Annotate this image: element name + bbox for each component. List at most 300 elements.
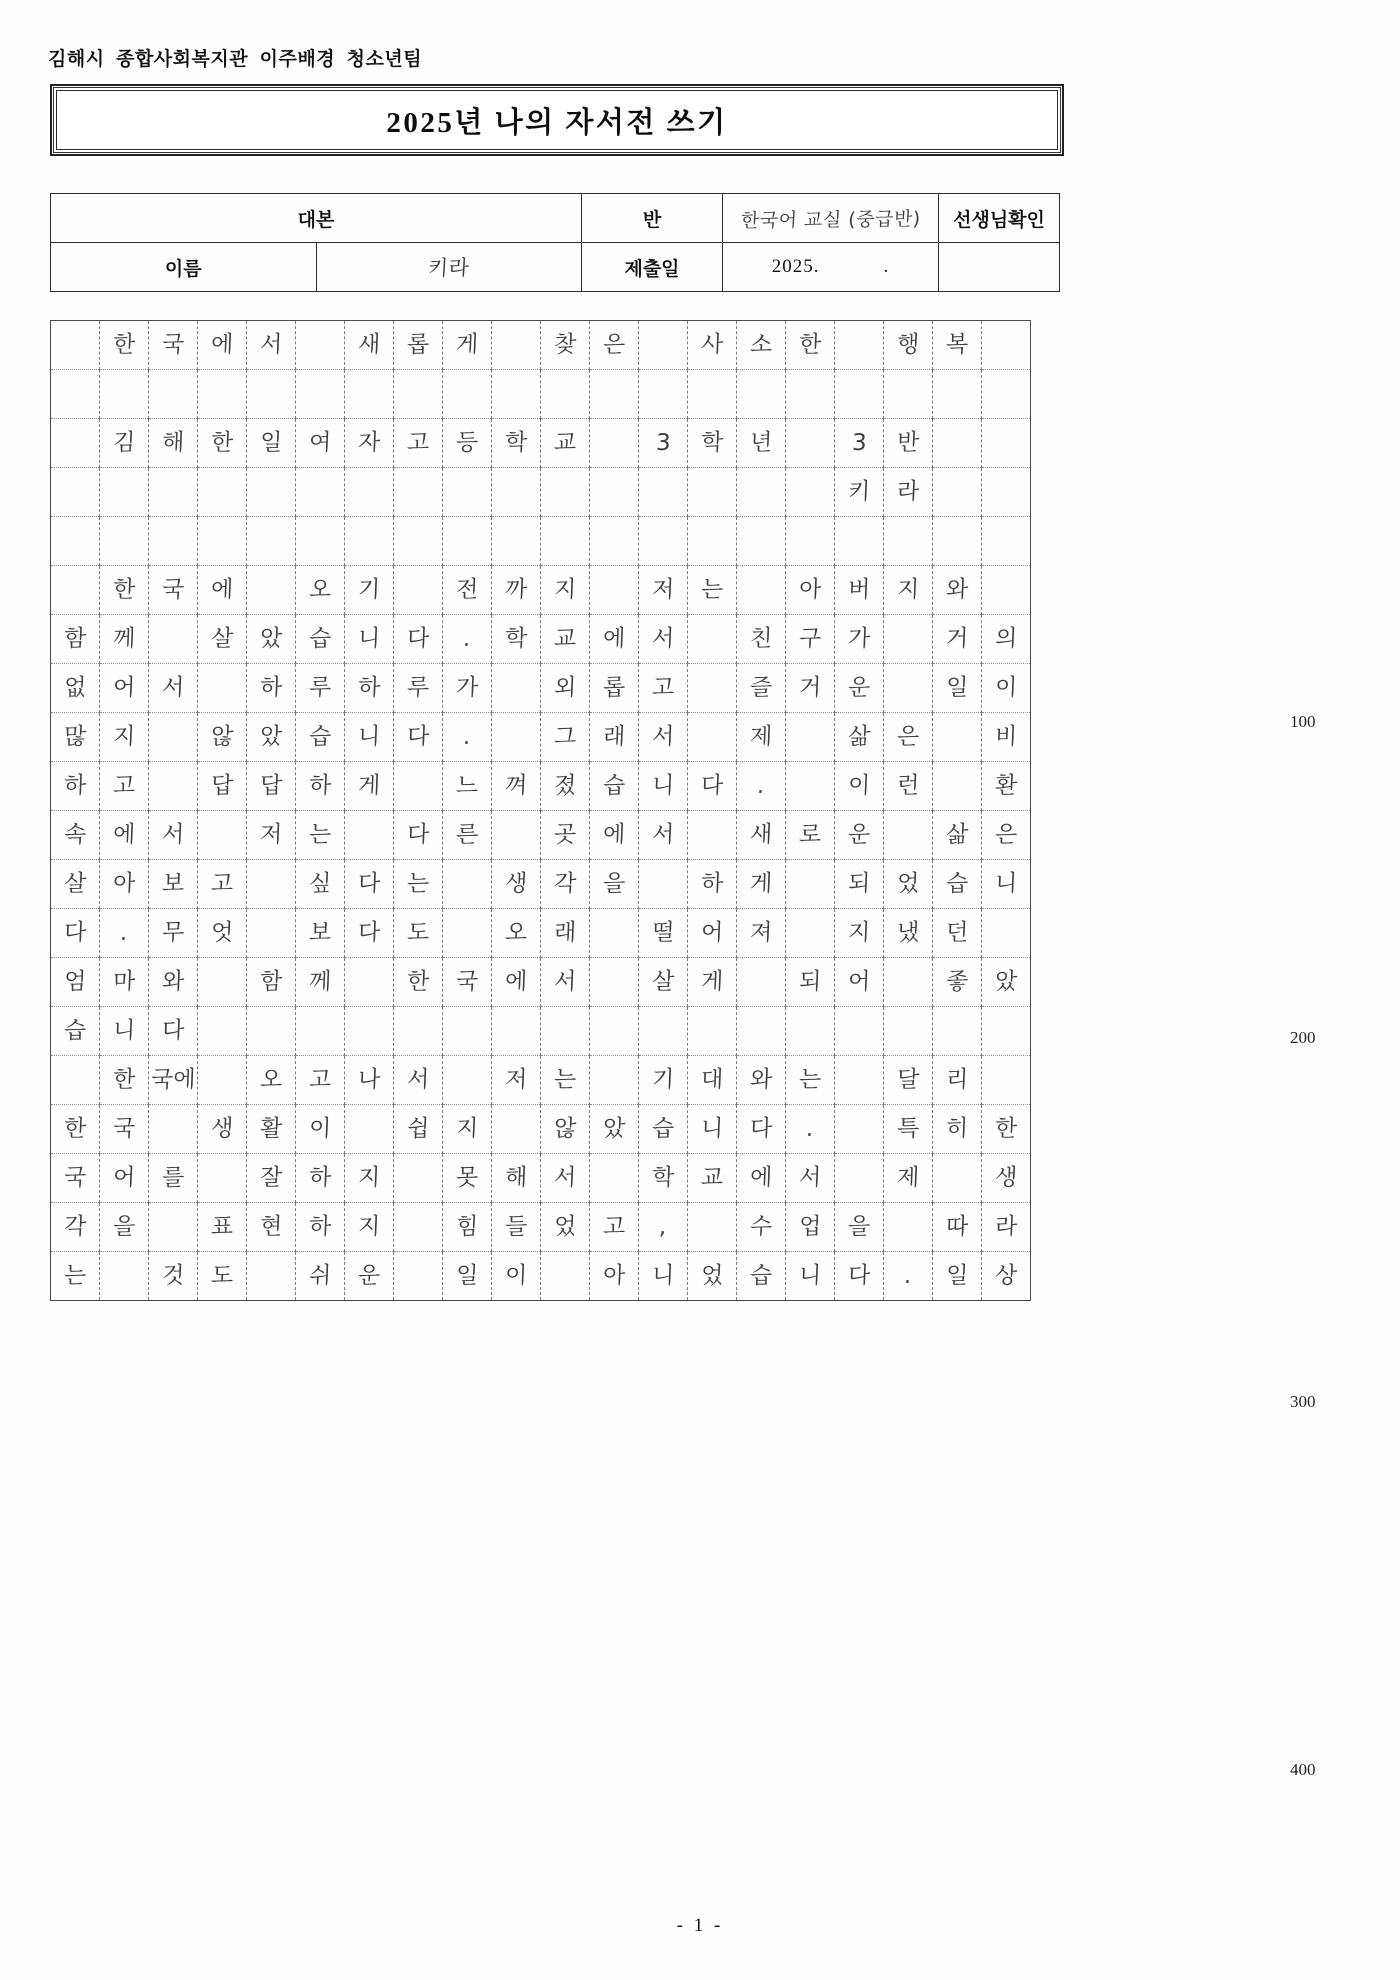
manuscript-cell[interactable] <box>345 1252 394 1301</box>
manuscript-cell[interactable] <box>345 1007 394 1056</box>
manuscript-cell[interactable] <box>688 1154 737 1203</box>
manuscript-cell[interactable] <box>933 1007 982 1056</box>
manuscript-cell[interactable] <box>443 1203 492 1252</box>
manuscript-cell[interactable] <box>149 370 198 419</box>
manuscript-cell[interactable] <box>982 1007 1031 1056</box>
manuscript-cell[interactable] <box>492 615 541 664</box>
manuscript-cell[interactable] <box>492 1252 541 1301</box>
manuscript-cell[interactable] <box>786 321 835 370</box>
manuscript-cell[interactable] <box>51 419 100 468</box>
manuscript-cell[interactable] <box>198 1252 247 1301</box>
manuscript-cell[interactable] <box>884 1203 933 1252</box>
manuscript-cell[interactable] <box>394 860 443 909</box>
manuscript-cell[interactable] <box>786 762 835 811</box>
manuscript-cell[interactable] <box>639 566 688 615</box>
manuscript-cell[interactable] <box>100 713 149 762</box>
manuscript-cell[interactable] <box>345 762 394 811</box>
manuscript-cell[interactable] <box>982 664 1031 713</box>
manuscript-cell[interactable] <box>933 1105 982 1154</box>
manuscript-cell[interactable] <box>590 468 639 517</box>
manuscript-cell[interactable] <box>982 615 1031 664</box>
manuscript-cell[interactable] <box>688 517 737 566</box>
manuscript-cell[interactable] <box>149 1056 198 1105</box>
manuscript-cell[interactable] <box>443 419 492 468</box>
manuscript-cell[interactable] <box>786 1154 835 1203</box>
manuscript-cell[interactable] <box>51 468 100 517</box>
manuscript-cell[interactable] <box>247 566 296 615</box>
manuscript-cell[interactable] <box>982 860 1031 909</box>
manuscript-cell[interactable] <box>835 713 884 762</box>
manuscript-cell[interactable] <box>541 419 590 468</box>
manuscript-cell[interactable] <box>541 468 590 517</box>
manuscript-cell[interactable] <box>933 1252 982 1301</box>
manuscript-cell[interactable] <box>345 664 394 713</box>
manuscript-cell[interactable] <box>688 370 737 419</box>
manuscript-cell[interactable] <box>247 419 296 468</box>
manuscript-cell[interactable] <box>688 762 737 811</box>
manuscript-cell[interactable] <box>443 1154 492 1203</box>
manuscript-cell[interactable] <box>933 321 982 370</box>
manuscript-cell[interactable] <box>51 762 100 811</box>
manuscript-cell[interactable] <box>639 419 688 468</box>
manuscript-cell[interactable] <box>149 860 198 909</box>
manuscript-cell[interactable] <box>737 1105 786 1154</box>
manuscript-cell[interactable] <box>296 566 345 615</box>
manuscript-cell[interactable] <box>492 860 541 909</box>
manuscript-cell[interactable] <box>198 615 247 664</box>
manuscript-cell[interactable] <box>884 419 933 468</box>
manuscript-cell[interactable] <box>51 370 100 419</box>
manuscript-cell[interactable] <box>492 321 541 370</box>
manuscript-cell[interactable] <box>786 370 835 419</box>
manuscript-cell[interactable] <box>835 370 884 419</box>
manuscript-cell[interactable] <box>590 1007 639 1056</box>
manuscript-cell[interactable] <box>100 958 149 1007</box>
manuscript-cell[interactable] <box>198 1154 247 1203</box>
manuscript-cell[interactable] <box>835 1154 884 1203</box>
manuscript-cell[interactable] <box>737 321 786 370</box>
manuscript-cell[interactable] <box>982 909 1031 958</box>
manuscript-cell[interactable] <box>443 713 492 762</box>
manuscript-cell[interactable] <box>835 1056 884 1105</box>
manuscript-cell[interactable] <box>345 860 394 909</box>
manuscript-cell[interactable] <box>639 1105 688 1154</box>
manuscript-cell[interactable] <box>198 909 247 958</box>
manuscript-cell[interactable] <box>590 517 639 566</box>
manuscript-cell[interactable] <box>198 370 247 419</box>
manuscript-cell[interactable] <box>639 468 688 517</box>
manuscript-cell[interactable] <box>100 566 149 615</box>
manuscript-cell[interactable] <box>394 1154 443 1203</box>
manuscript-cell[interactable] <box>884 370 933 419</box>
manuscript-cell[interactable] <box>100 1203 149 1252</box>
manuscript-cell[interactable] <box>541 1252 590 1301</box>
manuscript-cell[interactable] <box>688 860 737 909</box>
manuscript-cell[interactable] <box>198 713 247 762</box>
manuscript-cell[interactable] <box>590 1203 639 1252</box>
manuscript-cell[interactable] <box>296 1105 345 1154</box>
manuscript-cell[interactable] <box>933 468 982 517</box>
manuscript-cell[interactable] <box>394 468 443 517</box>
manuscript-cell[interactable] <box>737 664 786 713</box>
manuscript-cell[interactable] <box>198 1105 247 1154</box>
manuscript-cell[interactable] <box>982 1056 1031 1105</box>
manuscript-cell[interactable] <box>51 566 100 615</box>
manuscript-cell[interactable] <box>933 566 982 615</box>
manuscript-cell[interactable] <box>639 370 688 419</box>
manuscript-cell[interactable] <box>198 517 247 566</box>
manuscript-cell[interactable] <box>492 811 541 860</box>
manuscript-cell[interactable] <box>247 713 296 762</box>
manuscript-grid[interactable] <box>50 320 1031 1301</box>
manuscript-cell[interactable] <box>786 664 835 713</box>
manuscript-cell[interactable] <box>100 468 149 517</box>
manuscript-cell[interactable] <box>296 860 345 909</box>
name-value-cell[interactable] <box>316 243 582 292</box>
manuscript-cell[interactable] <box>345 909 394 958</box>
manuscript-cell[interactable] <box>737 1203 786 1252</box>
manuscript-cell[interactable] <box>198 1007 247 1056</box>
manuscript-cell[interactable] <box>590 1154 639 1203</box>
manuscript-cell[interactable] <box>835 1252 884 1301</box>
manuscript-cell[interactable] <box>492 958 541 1007</box>
manuscript-cell[interactable] <box>296 762 345 811</box>
manuscript-cell[interactable] <box>541 321 590 370</box>
manuscript-cell[interactable] <box>590 664 639 713</box>
manuscript-cell[interactable] <box>394 1056 443 1105</box>
manuscript-cell[interactable] <box>394 517 443 566</box>
manuscript-cell[interactable] <box>737 1154 786 1203</box>
manuscript-cell[interactable] <box>247 370 296 419</box>
manuscript-cell[interactable] <box>639 762 688 811</box>
manuscript-cell[interactable] <box>590 1252 639 1301</box>
manuscript-cell[interactable] <box>345 517 394 566</box>
manuscript-cell[interactable] <box>198 762 247 811</box>
manuscript-cell[interactable] <box>835 860 884 909</box>
manuscript-cell[interactable] <box>835 1203 884 1252</box>
manuscript-cell[interactable] <box>247 860 296 909</box>
manuscript-cell[interactable] <box>149 1203 198 1252</box>
manuscript-cell[interactable] <box>296 958 345 1007</box>
manuscript-cell[interactable] <box>786 958 835 1007</box>
manuscript-cell[interactable] <box>737 958 786 1007</box>
manuscript-cell[interactable] <box>51 1203 100 1252</box>
manuscript-cell[interactable] <box>100 1252 149 1301</box>
manuscript-cell[interactable] <box>639 1252 688 1301</box>
manuscript-cell[interactable] <box>149 811 198 860</box>
manuscript-cell[interactable] <box>884 615 933 664</box>
manuscript-cell[interactable] <box>639 1056 688 1105</box>
manuscript-cell[interactable] <box>149 468 198 517</box>
manuscript-cell[interactable] <box>247 664 296 713</box>
manuscript-cell[interactable] <box>198 419 247 468</box>
manuscript-cell[interactable] <box>737 713 786 762</box>
manuscript-cell[interactable] <box>884 762 933 811</box>
manuscript-cell[interactable] <box>835 468 884 517</box>
manuscript-cell[interactable] <box>982 1252 1031 1301</box>
manuscript-cell[interactable] <box>688 1203 737 1252</box>
manuscript-cell[interactable] <box>149 1105 198 1154</box>
manuscript-cell[interactable] <box>100 1007 149 1056</box>
manuscript-cell[interactable] <box>688 713 737 762</box>
manuscript-cell[interactable] <box>149 566 198 615</box>
manuscript-cell[interactable] <box>933 713 982 762</box>
manuscript-cell[interactable] <box>835 517 884 566</box>
manuscript-cell[interactable] <box>247 517 296 566</box>
manuscript-cell[interactable] <box>149 713 198 762</box>
manuscript-cell[interactable] <box>688 615 737 664</box>
manuscript-cell[interactable] <box>982 566 1031 615</box>
manuscript-cell[interactable] <box>982 958 1031 1007</box>
manuscript-cell[interactable] <box>345 566 394 615</box>
manuscript-cell[interactable] <box>492 1056 541 1105</box>
manuscript-cell[interactable] <box>835 762 884 811</box>
manuscript-cell[interactable] <box>198 321 247 370</box>
manuscript-cell[interactable] <box>541 566 590 615</box>
manuscript-cell[interactable] <box>835 909 884 958</box>
manuscript-cell[interactable] <box>443 1056 492 1105</box>
manuscript-cell[interactable] <box>247 615 296 664</box>
manuscript-cell[interactable] <box>835 664 884 713</box>
manuscript-cell[interactable] <box>688 321 737 370</box>
manuscript-cell[interactable] <box>541 958 590 1007</box>
manuscript-cell[interactable] <box>492 713 541 762</box>
manuscript-cell[interactable] <box>639 909 688 958</box>
manuscript-cell[interactable] <box>933 909 982 958</box>
manuscript-cell[interactable] <box>100 1154 149 1203</box>
manuscript-cell[interactable] <box>541 370 590 419</box>
manuscript-cell[interactable] <box>443 517 492 566</box>
manuscript-cell[interactable] <box>884 1154 933 1203</box>
manuscript-cell[interactable] <box>786 615 835 664</box>
manuscript-cell[interactable] <box>933 370 982 419</box>
manuscript-cell[interactable] <box>884 1105 933 1154</box>
manuscript-cell[interactable] <box>198 1203 247 1252</box>
manuscript-cell[interactable] <box>394 909 443 958</box>
manuscript-cell[interactable] <box>394 1252 443 1301</box>
manuscript-cell[interactable] <box>345 370 394 419</box>
manuscript-cell[interactable] <box>394 615 443 664</box>
manuscript-cell[interactable] <box>933 1056 982 1105</box>
manuscript-cell[interactable] <box>100 1105 149 1154</box>
manuscript-cell[interactable] <box>492 370 541 419</box>
manuscript-cell[interactable] <box>688 1056 737 1105</box>
manuscript-cell[interactable] <box>296 1203 345 1252</box>
manuscript-cell[interactable] <box>541 1105 590 1154</box>
manuscript-cell[interactable] <box>933 517 982 566</box>
manuscript-cell[interactable] <box>198 468 247 517</box>
manuscript-cell[interactable] <box>737 1252 786 1301</box>
manuscript-cell[interactable] <box>590 419 639 468</box>
manuscript-cell[interactable] <box>345 321 394 370</box>
manuscript-cell[interactable] <box>688 468 737 517</box>
manuscript-cell[interactable] <box>345 468 394 517</box>
manuscript-cell[interactable] <box>835 958 884 1007</box>
manuscript-cell[interactable] <box>345 713 394 762</box>
manuscript-cell[interactable] <box>737 517 786 566</box>
manuscript-cell[interactable] <box>296 1007 345 1056</box>
manuscript-cell[interactable] <box>688 664 737 713</box>
manuscript-cell[interactable] <box>51 664 100 713</box>
manuscript-cell[interactable] <box>786 713 835 762</box>
manuscript-cell[interactable] <box>296 1252 345 1301</box>
manuscript-cell[interactable] <box>982 713 1031 762</box>
manuscript-cell[interactable] <box>737 762 786 811</box>
manuscript-cell[interactable] <box>394 1007 443 1056</box>
manuscript-cell[interactable] <box>394 713 443 762</box>
manuscript-cell[interactable] <box>835 811 884 860</box>
manuscript-cell[interactable] <box>639 1154 688 1203</box>
manuscript-cell[interactable] <box>296 713 345 762</box>
manuscript-cell[interactable] <box>884 909 933 958</box>
manuscript-cell[interactable] <box>737 566 786 615</box>
manuscript-cell[interactable] <box>884 860 933 909</box>
manuscript-cell[interactable] <box>639 860 688 909</box>
manuscript-cell[interactable] <box>541 615 590 664</box>
manuscript-cell[interactable] <box>394 566 443 615</box>
manuscript-cell[interactable] <box>100 664 149 713</box>
manuscript-cell[interactable] <box>247 811 296 860</box>
manuscript-cell[interactable] <box>541 517 590 566</box>
manuscript-cell[interactable] <box>688 811 737 860</box>
manuscript-cell[interactable] <box>737 1007 786 1056</box>
manuscript-cell[interactable] <box>590 566 639 615</box>
manuscript-cell[interactable] <box>51 1252 100 1301</box>
manuscript-cell[interactable] <box>541 1154 590 1203</box>
manuscript-cell[interactable] <box>443 1007 492 1056</box>
manuscript-cell[interactable] <box>884 958 933 1007</box>
manuscript-cell[interactable] <box>492 664 541 713</box>
manuscript-cell[interactable] <box>541 713 590 762</box>
manuscript-cell[interactable] <box>982 321 1031 370</box>
manuscript-cell[interactable] <box>688 909 737 958</box>
manuscript-cell[interactable] <box>149 419 198 468</box>
manuscript-cell[interactable] <box>345 419 394 468</box>
manuscript-cell[interactable] <box>639 664 688 713</box>
manuscript-cell[interactable] <box>345 1203 394 1252</box>
manuscript-cell[interactable] <box>149 762 198 811</box>
manuscript-cell[interactable] <box>394 664 443 713</box>
manuscript-cell[interactable] <box>639 958 688 1007</box>
manuscript-cell[interactable] <box>198 811 247 860</box>
manuscript-cell[interactable] <box>394 762 443 811</box>
manuscript-cell[interactable] <box>51 860 100 909</box>
manuscript-cell[interactable] <box>296 811 345 860</box>
manuscript-cell[interactable] <box>786 419 835 468</box>
manuscript-cell[interactable] <box>982 1154 1031 1203</box>
manuscript-cell[interactable] <box>982 419 1031 468</box>
manuscript-cell[interactable] <box>884 1252 933 1301</box>
manuscript-cell[interactable] <box>492 909 541 958</box>
manuscript-cell[interactable] <box>639 811 688 860</box>
manuscript-cell[interactable] <box>786 517 835 566</box>
manuscript-cell[interactable] <box>884 321 933 370</box>
manuscript-cell[interactable] <box>247 1203 296 1252</box>
manuscript-cell[interactable] <box>51 1007 100 1056</box>
manuscript-cell[interactable] <box>100 419 149 468</box>
manuscript-cell[interactable] <box>590 958 639 1007</box>
manuscript-cell[interactable] <box>100 1056 149 1105</box>
manuscript-cell[interactable] <box>492 419 541 468</box>
teacher-check-value-cell[interactable] <box>939 243 1060 292</box>
manuscript-cell[interactable] <box>443 468 492 517</box>
manuscript-cell[interactable] <box>541 811 590 860</box>
manuscript-cell[interactable] <box>149 615 198 664</box>
manuscript-cell[interactable] <box>296 1154 345 1203</box>
manuscript-cell[interactable] <box>884 566 933 615</box>
manuscript-cell[interactable] <box>198 860 247 909</box>
manuscript-cell[interactable] <box>247 1056 296 1105</box>
manuscript-cell[interactable] <box>835 615 884 664</box>
manuscript-cell[interactable] <box>345 811 394 860</box>
manuscript-cell[interactable] <box>247 468 296 517</box>
manuscript-cell[interactable] <box>884 468 933 517</box>
manuscript-cell[interactable] <box>737 1056 786 1105</box>
manuscript-cell[interactable] <box>247 1105 296 1154</box>
manuscript-cell[interactable] <box>590 811 639 860</box>
manuscript-cell[interactable] <box>443 566 492 615</box>
manuscript-cell[interactable] <box>149 958 198 1007</box>
manuscript-cell[interactable] <box>247 909 296 958</box>
manuscript-cell[interactable] <box>590 1105 639 1154</box>
manuscript-cell[interactable] <box>688 958 737 1007</box>
manuscript-cell[interactable] <box>688 1007 737 1056</box>
manuscript-cell[interactable] <box>982 1105 1031 1154</box>
manuscript-cell[interactable] <box>296 468 345 517</box>
manuscript-cell[interactable] <box>247 1154 296 1203</box>
manuscript-cell[interactable] <box>51 321 100 370</box>
manuscript-cell[interactable] <box>149 664 198 713</box>
manuscript-cell[interactable] <box>100 909 149 958</box>
manuscript-cell[interactable] <box>982 468 1031 517</box>
manuscript-cell[interactable] <box>884 664 933 713</box>
manuscript-cell[interactable] <box>884 811 933 860</box>
manuscript-cell[interactable] <box>933 1154 982 1203</box>
manuscript-cell[interactable] <box>541 909 590 958</box>
manuscript-cell[interactable] <box>443 321 492 370</box>
manuscript-cell[interactable] <box>639 321 688 370</box>
manuscript-cell[interactable] <box>933 958 982 1007</box>
manuscript-cell[interactable] <box>149 1007 198 1056</box>
manuscript-cell[interactable] <box>394 370 443 419</box>
manuscript-cell[interactable] <box>786 1105 835 1154</box>
manuscript-cell[interactable] <box>982 370 1031 419</box>
manuscript-cell[interactable] <box>933 419 982 468</box>
manuscript-cell[interactable] <box>933 615 982 664</box>
manuscript-cell[interactable] <box>737 468 786 517</box>
manuscript-cell[interactable] <box>933 762 982 811</box>
manuscript-cell[interactable] <box>296 419 345 468</box>
manuscript-cell[interactable] <box>884 517 933 566</box>
manuscript-cell[interactable] <box>884 713 933 762</box>
manuscript-cell[interactable] <box>541 762 590 811</box>
manuscript-cell[interactable] <box>982 762 1031 811</box>
manuscript-cell[interactable] <box>590 321 639 370</box>
manuscript-cell[interactable] <box>100 615 149 664</box>
manuscript-cell[interactable] <box>835 419 884 468</box>
manuscript-cell[interactable] <box>492 1154 541 1203</box>
manuscript-cell[interactable] <box>198 1056 247 1105</box>
manuscript-cell[interactable] <box>492 1105 541 1154</box>
manuscript-cell[interactable] <box>345 1056 394 1105</box>
manuscript-cell[interactable] <box>639 713 688 762</box>
manuscript-cell[interactable] <box>443 762 492 811</box>
manuscript-cell[interactable] <box>100 762 149 811</box>
manuscript-cell[interactable] <box>394 419 443 468</box>
manuscript-cell[interactable] <box>443 860 492 909</box>
manuscript-cell[interactable] <box>247 762 296 811</box>
manuscript-cell[interactable] <box>247 1252 296 1301</box>
